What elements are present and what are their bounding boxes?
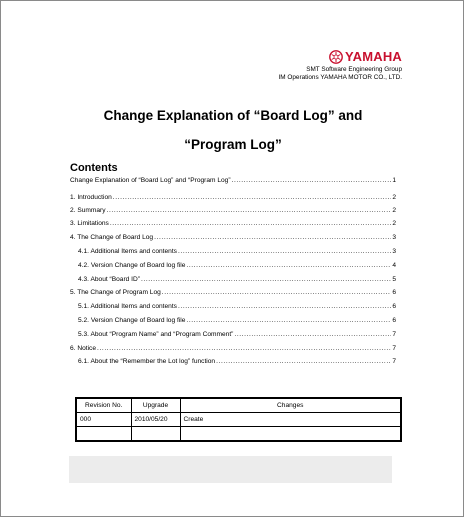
toc-leader-dots	[107, 207, 392, 215]
toc-page-number: 6	[392, 317, 396, 324]
toc-entry[interactable]	[70, 192, 396, 202]
toc-leader-dots	[113, 194, 392, 202]
org-line-1: SMT Software Engineering Group	[306, 66, 402, 73]
toc-page-number: 3	[392, 248, 396, 255]
table-row	[76, 413, 401, 427]
toc-leader-dots	[97, 345, 391, 353]
toc-leader-dots	[216, 358, 391, 366]
toc-entry[interactable]	[70, 205, 396, 215]
toc-page-number: 6	[392, 289, 396, 296]
cell-revision: 000	[76, 413, 131, 427]
toc-entry-text: 5.3. About “Program Name” and “Program Comment”	[78, 331, 234, 338]
toc-leader-dots	[178, 303, 391, 311]
toc-leader-dots	[186, 262, 391, 270]
contents-heading: Contents	[70, 162, 118, 174]
toc-page-number: 7	[392, 358, 396, 365]
toc-page-number: 1	[392, 177, 396, 184]
toc-subentry[interactable]	[78, 329, 396, 339]
column-header-revision: Revision No.	[76, 398, 131, 413]
toc-subentry[interactable]	[78, 260, 396, 270]
toc-page-number: 2	[392, 194, 396, 201]
toc-entry-text: 4.2. Version Change of Board log file	[78, 262, 186, 269]
toc-leader-dots	[234, 331, 391, 339]
document-title-line-1: Change Explanation of “Board Log” and	[103, 108, 363, 123]
logo-text: YAMAHA	[344, 49, 402, 64]
toc-entry-text: 6. Notice	[70, 345, 97, 352]
toc-subentry[interactable]	[78, 301, 396, 311]
document-title-line-2: “Program Log”	[184, 137, 282, 152]
toc-entry[interactable]	[70, 218, 396, 228]
toc-subentry[interactable]	[78, 246, 396, 256]
org-line-2: IM Operations YAMAHA MOTOR CO., LTD.	[278, 73, 402, 81]
toc-entry-text: 3. Limitations	[70, 220, 109, 227]
toc-subentry[interactable]	[78, 274, 396, 284]
table-header-row	[76, 398, 401, 413]
yamaha-emblem-icon	[329, 50, 343, 64]
toc-page-number: 5	[392, 276, 396, 283]
toc-entry[interactable]	[70, 287, 396, 297]
toc-leader-dots	[110, 220, 391, 228]
toc-entry-text: 1. Introduction	[70, 194, 112, 201]
toc-entry-text: 4.3. About “Board ID”	[78, 276, 140, 283]
toc-leader-dots	[154, 234, 391, 242]
toc-entry-text: 4. The Change of Board Log	[70, 234, 154, 241]
yamaha-logo	[329, 49, 402, 64]
cell-upgrade: 2010/05/20	[131, 413, 180, 427]
toc-leader-dots	[162, 289, 392, 297]
toc-leader-dots	[186, 317, 391, 325]
toc-entry[interactable]	[70, 175, 396, 185]
toc-entry-text: Change Explanation of “Board Log” and “Program Log”	[70, 177, 231, 184]
toc-entry[interactable]	[70, 232, 396, 242]
footer-shaded-box	[69, 456, 392, 483]
organization-info	[279, 66, 402, 81]
toc-leader-dots	[141, 276, 391, 284]
toc-page-number: 7	[392, 331, 396, 338]
toc-entry-text: 5.1. Additional Items and contents	[78, 303, 177, 310]
toc-page-number: 2	[392, 207, 396, 214]
cell-changes: Create	[180, 413, 401, 427]
cell-revision	[76, 427, 131, 442]
toc-entry[interactable]	[70, 343, 396, 353]
column-header-upgrade: Upgrade	[131, 398, 180, 413]
toc-subentry[interactable]	[78, 356, 396, 366]
toc-leader-dots	[178, 248, 391, 256]
table-row	[76, 427, 401, 442]
toc-page-number: 2	[392, 220, 396, 227]
toc-page-number: 7	[392, 345, 396, 352]
toc-page-number: 6	[392, 303, 396, 310]
toc-entry-text: 5.2. Version Change of Board log file	[78, 317, 186, 324]
column-header-changes: Changes	[180, 398, 401, 413]
revision-history-table	[75, 397, 402, 442]
toc-entry-text: 5. The Change of Program Log	[70, 289, 161, 296]
toc-entry-text: 2. Summary	[70, 207, 106, 214]
toc-page-number: 3	[392, 234, 396, 241]
toc-entry-text: 6.1. About the “Remember the Lot log” function	[78, 358, 216, 365]
toc-page-number: 4	[392, 262, 396, 269]
toc-leader-dots	[232, 177, 392, 185]
cell-upgrade	[131, 427, 180, 442]
cell-changes	[180, 427, 401, 442]
toc-subentry[interactable]	[78, 315, 396, 325]
toc-entry-text: 4.1. Additional Items and contents	[78, 248, 177, 255]
